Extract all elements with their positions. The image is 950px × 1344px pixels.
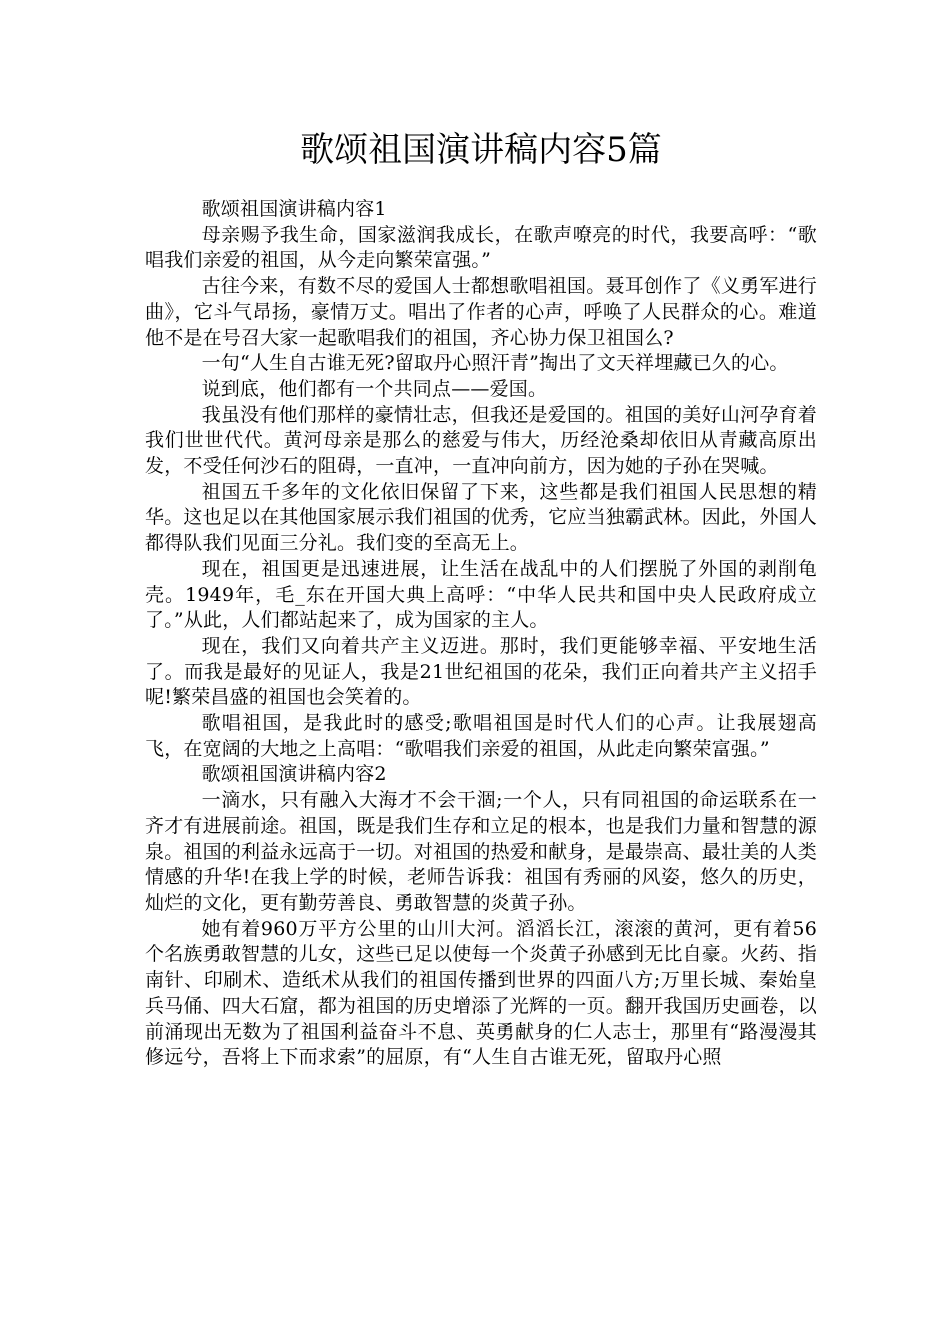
paragraph: 祖国五千多年的文化依旧保留了下来，这些都是我们祖国人民思想的精华。这也足以在其他国家展示我们祖国的优秀，它应当独霸武林。因此，外国人都得队我们见面三分礼。我们变的至高无上。 (145, 480, 818, 555)
paragraph: 说到底，他们都有一个共同点——爱国。 (201, 377, 548, 400)
paragraph: 歌唱祖国，是我此时的感受;歌唱祖国是时代人们的心声。让我展翅高飞，在宽阔的大地之上高唱：“歌唱我们亲爱的祖国，从此走向繁荣富强。” (145, 712, 817, 760)
document-body (145, 197, 817, 1071)
paragraph: 一句“人生自古谁无死?留取丹心照汗青”掏出了文天祥埋藏已久的心。 (201, 352, 789, 375)
paragraph: 古往今来，有数不尽的爱国人士都想歌唱祖国。聂耳创作了《义勇军进行曲》，它斗气昂扬，豪情万丈。唱出了作者的心声，呼唤了人民群众的心。难道他不是在号召大家一起歌唱我们的祖国，齐心协力保卫祖国么? (145, 275, 817, 349)
paragraph: 我虽没有他们那样的豪情壮志，但我还是爱国的。祖国的美好山河孕育着我们世世代代。黄河母亲是那么的慈爱与伟大，历经沧桑却依旧从青藏高原出发，不受任何沙石的阻碍，一直冲，一直冲向前方，因为她的子孙在哭喊。 (145, 403, 817, 478)
section-heading-1: 歌颂祖国演讲稿内容1 (201, 198, 387, 220)
paragraph: 一滴水，只有融入大海才不会干涸;一个人，只有同祖国的命运联系在一齐才有进展前途。祖国，既是我们生存和立足的根本，也是我们力量和智慧的源泉。祖国的利益永远高于一切。对祖国的热爱和献身，是最崇高、最壮美的人类情感的升华!在我上学的时候，老师告诉我：祖国有秀丽的风姿，悠久的历史，灿烂的文化，更有勤劳善良、勇敢智慧的炎黄子孙。 (145, 789, 818, 914)
document-title: 歌颂祖国演讲稿内容5篇 (300, 130, 662, 170)
paragraph: 现在，我们又向着共产主义迈进。那时，我们更能够幸福、平安地生活了。而我是最好的见证人，我是21世纪祖国的花朵，我们正向着共产主义招手呢!繁荣昌盛的祖国也会笑着的。 (145, 634, 817, 709)
paragraph: 母亲赐予我生命，国家滋润我成长，在歌声嘹亮的时代，我要高呼：“歌唱我们亲爱的祖国，从今走向繁荣富强。” (145, 223, 817, 272)
document-page (145, 0, 817, 1344)
paragraph: 她有着960万平方公里的山川大河。滔滔长江，滚滚的黄河，更有着56个名族勇敢智慧的儿女，这些已足以使每一个炎黄子孙感到无比自豪。火药、指南针、印刷术、造纸术从我们的祖国传播到世界的四面八方;万里长城、秦始皇兵马俑、四大石窟，都为祖国的历史增添了光辉的一页。翻开我国历史画卷，以前涌现出无数为了祖国利益奋斗不息、英勇献身的仁人志士，那里有“路漫漫其修远兮，吾将上下而求索”的屈原，有“人生自古谁无死，留取丹心照 (145, 917, 818, 1069)
section-heading-2: 歌颂祖国演讲稿内容2 (201, 763, 387, 786)
paragraph: 现在，祖国更是迅速进展，让生活在战乱中的人们摆脱了外国的剥削龟壳。1949年，毛_东在开国大典上高呼：“中华人民共和国中央人民政府成立了。”从此，人们都站起来了，成为国家的主人。 (145, 557, 817, 632)
